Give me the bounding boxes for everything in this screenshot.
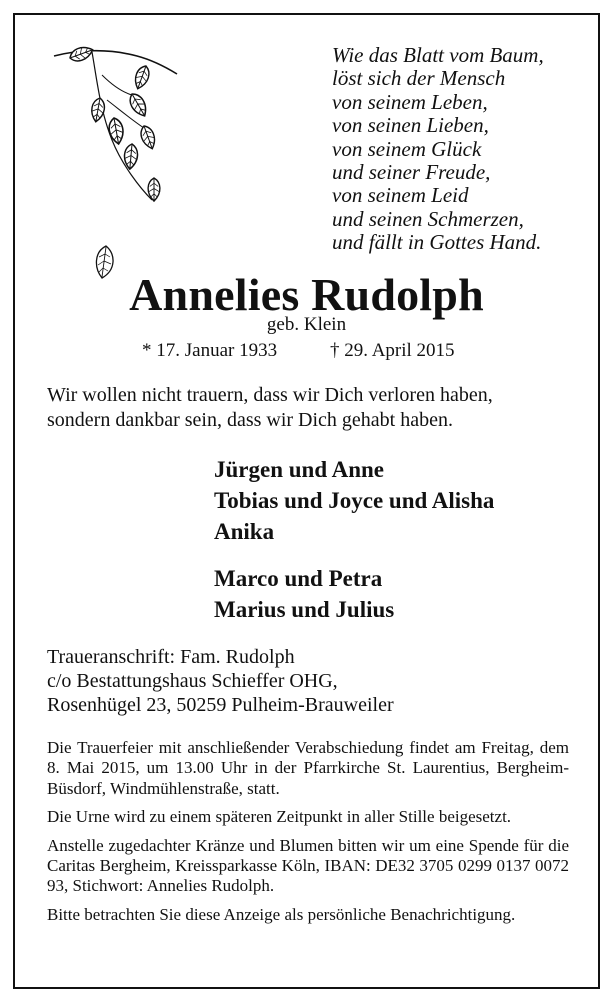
urn-paragraph: Die Urne wird zu einem späteren Zeitpunkt in aller Stille beigesetzt. xyxy=(47,807,512,827)
poem-line: von seinen Lieben, xyxy=(332,113,489,138)
notice-paragraph: Bitte betrachten Sie diese Anzeige als persönliche Benachrichtigung. xyxy=(47,904,516,924)
poem-line: Wie das Blatt vom Baum, xyxy=(332,43,544,67)
death-date: † 29. April 2015 xyxy=(330,340,455,361)
donation-paragraph: Anstelle zugedachter Kränze und Blumen bitten wir um eine Spende für die Caritas Bergheim, Kreissparkasse Köln, IBAN: DE32 3705 0299 0137 0072 93, Stichwort: Annelies Rudolph. xyxy=(47,835,569,896)
ceremony-paragraph: Die Trauerfeier mit anschließender Verabschiedung findet am Freitag, dem 8. Mai 2015, um 13.00 Uhr in der Pfarrkirche St. Laurentius, Bergheim-Büsdorf, Windmühlenstraße, statt. xyxy=(47,738,569,798)
family-line: Anika xyxy=(214,519,275,544)
funeral-details xyxy=(47,738,569,933)
poem-line: löst sich der Mensch xyxy=(332,66,506,91)
family-line: Marco und Petra xyxy=(214,566,383,591)
poem-line: von seinem Leid xyxy=(332,183,469,208)
poem-line: und seinen Schmerzen, xyxy=(332,206,524,231)
family-line: Jürgen und Anne xyxy=(214,457,385,482)
family-line: Marius und Julius xyxy=(214,597,395,622)
poem xyxy=(332,44,592,255)
address-line: Rosenhügel 23, 50259 Pulheim-Brauweiler xyxy=(47,694,394,716)
poem-line: von seinem Glück xyxy=(332,136,482,161)
mourning-address xyxy=(47,645,394,717)
family-group-2 xyxy=(214,563,584,625)
family-group-1 xyxy=(214,454,584,547)
poem-line: und seiner Freude, xyxy=(332,160,491,185)
mourning-quote xyxy=(47,383,573,433)
poem-line: von seinem Leben, xyxy=(332,89,488,114)
quote-line: sondern dankbar sein, dass wir Dich gehabt haben. xyxy=(47,409,453,431)
maiden-name: geb. Klein xyxy=(266,314,347,335)
address-line: c/o Bestattungshaus Schieffer OHG, xyxy=(47,670,338,692)
poem-line: und fällt in Gottes Hand. xyxy=(332,230,542,255)
quote-line: Wir wollen nicht trauern, dass wir Dich verloren haben, xyxy=(47,384,493,406)
family-line: Tobias und Joyce und Alisha xyxy=(214,488,495,513)
birth-date: * 17. Januar 1933 xyxy=(142,340,278,361)
address-line: Traueranschrift: Fam. Rudolph xyxy=(47,646,295,668)
birch-branch-icon xyxy=(52,40,182,220)
deceased-name: Annelies Rudolph xyxy=(129,269,484,320)
